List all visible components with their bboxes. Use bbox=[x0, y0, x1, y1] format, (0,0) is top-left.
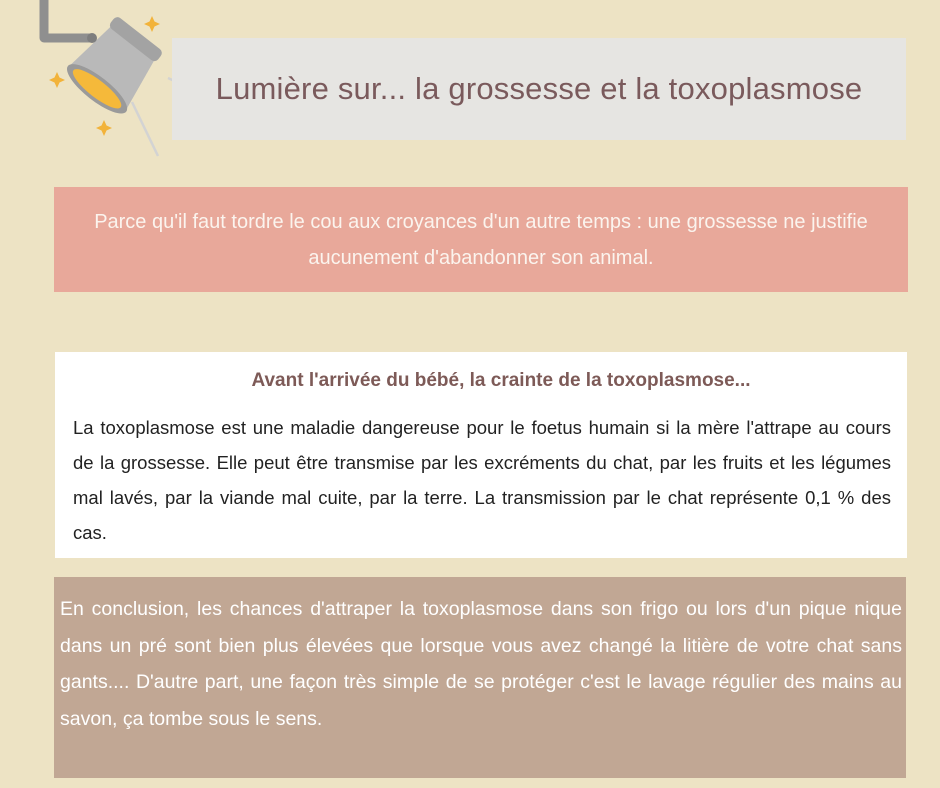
conclusion-text: En conclusion, les chances d'attraper la toxoplasmose dans son frigo ou lors d'un pique nique dans un pré sont bien plus élevées que lorsque vous avez changé la litière de votre chat sans gants.... D'autre part, une façon très simple de se protéger c'est le lavage régulier des mains au savon, ça tombe sous le sens. bbox=[60, 598, 902, 730]
info-heading: Avant l'arrivée du bébé, la crainte de la toxoplasmose... bbox=[251, 370, 751, 391]
spotlight-icon bbox=[0, 0, 200, 170]
intro-text: Parce qu'il faut tordre le cou aux croyances d'un autre temps : une grossesse ne justifie aucunement d'abandonner son animal. bbox=[94, 210, 868, 269]
info-body: La toxoplasmose est une maladie dangereuse pour le foetus humain si la mère l'attrape au cours de la grossesse. Elle peut être transmise par les excréments du chat, par les fruits et les légumes mal lavés, par la viande mal cuite, par la terre. La transmission par le chat représente 0,1 % des cas. bbox=[73, 417, 891, 543]
intro-banner bbox=[54, 187, 908, 292]
info-card bbox=[55, 352, 907, 558]
conclusion-card bbox=[54, 577, 906, 778]
title-banner bbox=[172, 38, 906, 140]
page-title: Lumière sur... la grossesse et la toxoplasmose bbox=[215, 71, 863, 106]
